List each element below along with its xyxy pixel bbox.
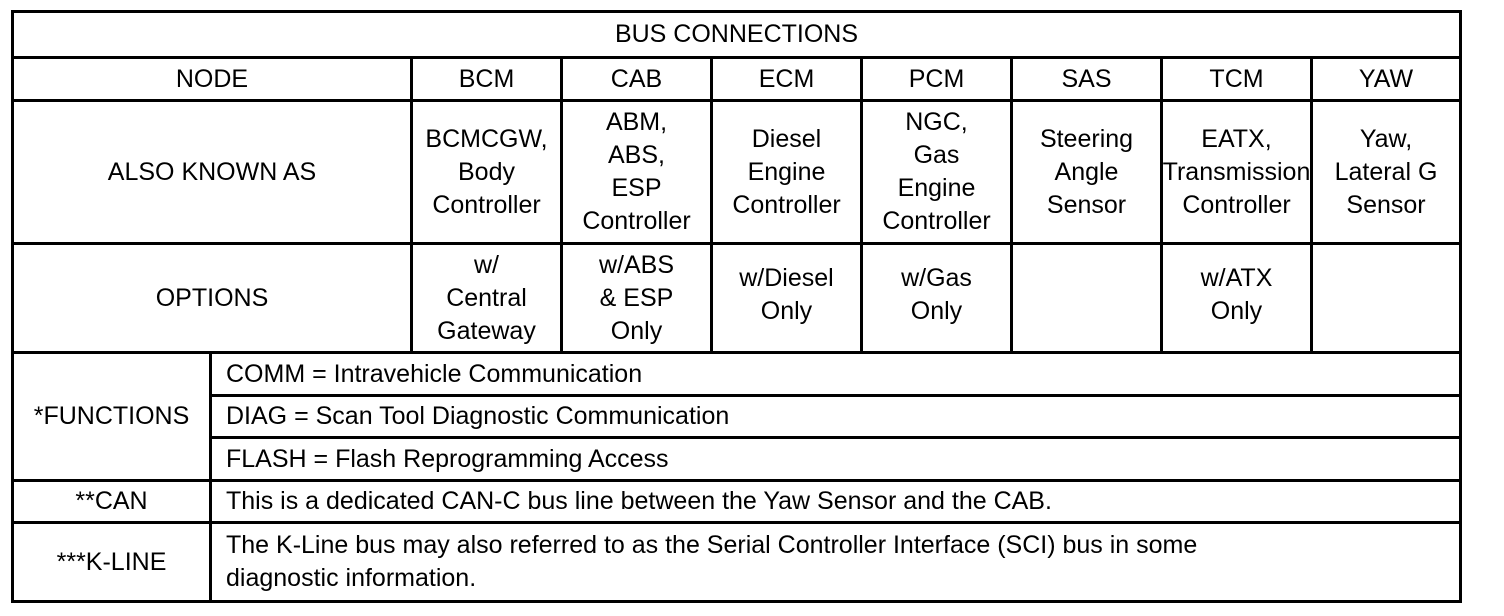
text-line: Body — [458, 157, 515, 186]
text-line: Steering — [1039, 124, 1134, 153]
can-description: This is a dedicated CAN-C bus line between the Yaw Sensor and the CAB. — [226, 487, 1052, 515]
also-known-as-cell — [1313, 102, 1459, 242]
also-known-as-cell — [1163, 102, 1310, 242]
text-line: Diesel — [751, 124, 822, 153]
node-header-sas: SAS — [1061, 64, 1112, 93]
also-known-as-cell — [563, 102, 710, 242]
text-line: Angle — [1054, 157, 1119, 186]
options-cell — [1313, 245, 1459, 351]
options-cell — [413, 245, 560, 351]
also-known-as-label: ALSO KNOWN AS — [107, 157, 317, 186]
text-line: w/ABS — [598, 250, 675, 279]
text-line: Lateral G — [1334, 157, 1438, 186]
text-line: Engine — [747, 157, 826, 186]
stacked-text — [226, 529, 1197, 595]
options-cell — [563, 245, 710, 351]
stacked-text — [599, 249, 674, 348]
text-line: Controller — [1182, 190, 1291, 219]
text-line: Controller — [582, 207, 691, 235]
text-line: Controller — [732, 190, 841, 219]
function-diag: DIAG = Scan Tool Diagnostic Communication — [226, 402, 730, 430]
also-known-as-cell — [413, 102, 560, 242]
options-cell — [863, 245, 1010, 351]
text-line: Controller — [882, 207, 991, 235]
stacked-text — [1040, 123, 1133, 222]
text-line: The K-Line bus may also referred to as the Serial Controller Interface (SCI) bus in some — [226, 531, 1198, 559]
can-label: **CAN — [75, 487, 148, 515]
text-line: diagnostic information. — [226, 564, 477, 592]
options-cell — [713, 245, 860, 351]
bus-connections-table — [11, 10, 1462, 603]
text-line: w/ — [473, 250, 499, 279]
text-line: ESP — [611, 174, 662, 202]
also-known-as-cell — [713, 102, 860, 242]
text-line: w/ATX — [1200, 264, 1273, 292]
text-line: Only — [610, 316, 663, 345]
text-line: & ESP — [599, 283, 674, 312]
text-line: Sensor — [1346, 190, 1426, 219]
text-line: w/Diesel — [739, 264, 834, 292]
text-line: EATX, — [1201, 124, 1272, 153]
node-header-pcm: PCM — [908, 64, 965, 93]
text-line: Yaw, — [1359, 124, 1413, 153]
text-line: Engine — [897, 174, 976, 202]
function-flash: FLASH = Flash Reprogramming Access — [226, 444, 669, 473]
text-line: ABM, — [605, 108, 668, 136]
text-line: Controller — [432, 190, 541, 219]
options-cell — [1013, 245, 1160, 351]
stacked-text — [582, 106, 690, 238]
text-line: ABS, — [608, 141, 665, 169]
also-known-as-cell — [863, 102, 1010, 242]
text-line: Only — [1210, 297, 1263, 325]
kline-description — [212, 524, 1459, 600]
text-line: Only — [910, 297, 963, 325]
options-label: OPTIONS — [155, 283, 269, 312]
stacked-text — [1335, 123, 1438, 222]
stacked-text — [732, 123, 840, 222]
text-line: Only — [760, 297, 813, 325]
functions-label: *FUNCTIONS — [33, 402, 190, 430]
function-comm: COMM = Intravehicle Communication — [226, 359, 643, 388]
text-line: w/Gas — [901, 264, 972, 292]
node-header-ecm: ECM — [758, 64, 815, 93]
text-line: Transmission — [1162, 157, 1311, 186]
node-header-tcm: TCM — [1209, 64, 1264, 93]
stacked-text — [882, 106, 990, 238]
node-header-bcm: BCM — [458, 64, 515, 93]
options-cell — [1163, 245, 1310, 351]
text-line: NGC, — [905, 108, 968, 136]
stacked-text — [437, 249, 536, 348]
text-line: BCMCGW, — [425, 124, 548, 153]
table-title: BUS CONNECTIONS — [614, 20, 859, 48]
node-header-yaw: YAW — [1358, 64, 1414, 93]
stacked-text — [425, 123, 547, 222]
stacked-text — [1201, 262, 1273, 328]
node-header: NODE — [175, 64, 249, 93]
text-line: Gas — [913, 141, 960, 169]
text-line: Sensor — [1046, 190, 1127, 219]
also-known-as-cell — [1013, 102, 1160, 242]
kline-label: ***K-LINE — [56, 547, 167, 576]
node-header-cab: CAB — [610, 64, 663, 93]
text-line: Central — [446, 283, 527, 312]
stacked-text — [739, 262, 833, 328]
stacked-text — [901, 262, 972, 328]
stacked-text — [1163, 123, 1311, 222]
text-line: Gateway — [437, 316, 536, 345]
